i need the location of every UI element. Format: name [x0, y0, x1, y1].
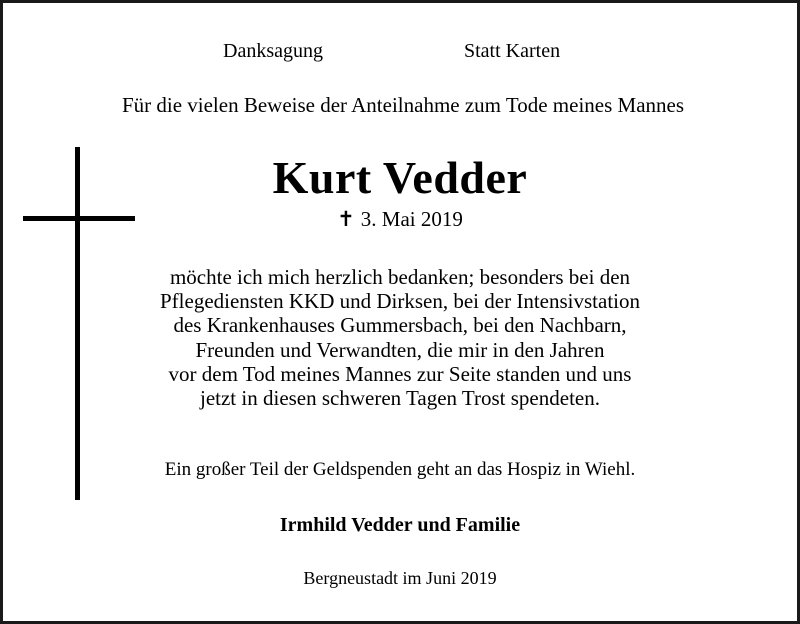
thanks-body	[3, 265, 797, 410]
death-date: 3. Mai 2019	[360, 207, 463, 231]
donation-note: Ein großer Teil der Geldspenden geht an das Hospiz in Wiehl.	[164, 459, 636, 480]
signature: Irmhild Vedder und Familie	[279, 514, 521, 536]
deceased-name: Kurt Vedder	[272, 152, 528, 203]
place-date: Bergneustadt im Juni 2019	[303, 568, 497, 588]
body-line: vor dem Tod meines Mannes zur Seite standen und uns	[168, 361, 632, 386]
death-date-line	[3, 209, 797, 230]
body-line: Pflegediensten KKD und Dirksen, bei der Intensivstation	[160, 289, 640, 314]
body-line: jetzt in diesen schweren Tagen Trost spendeten.	[200, 386, 600, 411]
intro-text: Für die vielen Beweise der Anteilnahme zum Tode meines Mannes	[121, 93, 685, 117]
death-cross-icon: ✝	[337, 207, 355, 231]
heading-statt-karten: Statt Karten	[464, 40, 561, 62]
body-line: möchte ich mich herzlich bedanken; besonders bei den	[169, 265, 631, 289]
heading-danksagung: Danksagung	[223, 40, 323, 62]
body-line: des Krankenhauses Gummersbach, bei den Nachbarn,	[173, 313, 627, 338]
body-line: Freunden und Verwandten, die mir in den Jahren	[195, 337, 605, 362]
